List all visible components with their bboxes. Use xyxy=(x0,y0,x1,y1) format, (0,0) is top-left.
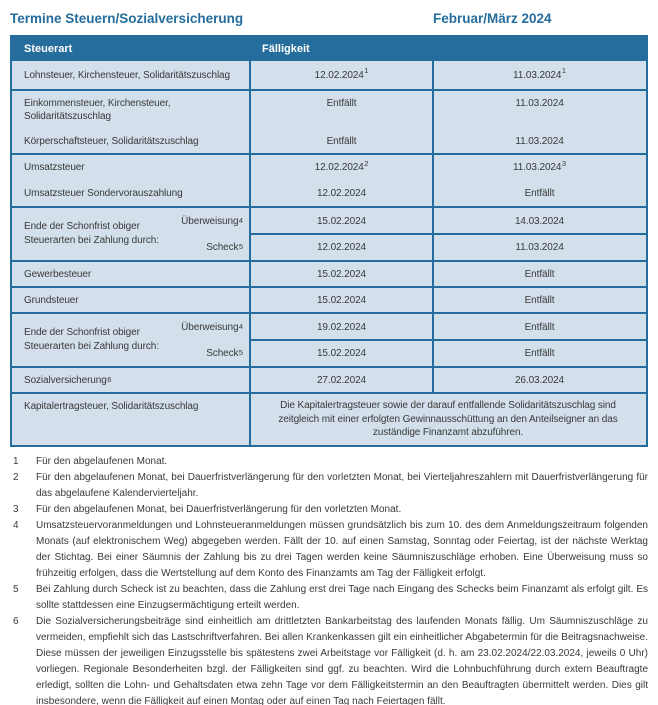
steuerart-label: Einkommensteuer, Kirchensteuer, Solidaritätszuschlag xyxy=(24,98,171,122)
column-divider xyxy=(432,155,434,206)
due-date-february: 15.02.2024 xyxy=(316,347,367,359)
column-divider xyxy=(432,288,434,312)
due-date-march: 11.03.2024$^3$ xyxy=(513,158,566,173)
due-date-march: 11.03.2024 xyxy=(515,241,564,253)
column-header-steuerart: Steuerart xyxy=(24,43,73,55)
footnote-number: 5 xyxy=(13,583,19,595)
column-header-faelligkeit: Fälligkeit xyxy=(262,43,310,55)
due-date-march: Entfällt xyxy=(524,268,555,280)
column-divider xyxy=(249,61,251,89)
due-date-february: 12.02.2024$^1$ xyxy=(314,66,369,81)
payment-method-scheck: Scheck 5 xyxy=(206,347,243,359)
payment-method-scheck: Scheck 5 xyxy=(206,241,243,253)
footnote-text: Die Sozialversicherungsbeiträge sind einheitlich am drittletzten Bankarbeitstag des laufenden Monats fällig. Um Säumniszuschläge zu vermeiden, empfiehlt sich das Lastschriftverfahren. Bei allen Krankenkassen gilt ein einheitlicher Abgabetermin für die Beitragsnachweise. Diese müssen der jeweiligen Einzugsstelle bis spätestens zwei Arbeitstage vor Fälligkeit (d. h. am 23.02.2024/22.03.2024, jeweils 0 Uhr) vorliegen. Regionale Besonderheiten bzgl. der Fälligkeiten sind ggf. zu beachten. Wird die Lohnbuchführung durch extern Beauftragte erledigt, sollten die Lohn- und Gehaltsdaten etwa zehn Tage vor dem Fälligkeitstermin an den Beauftragten übermittelt werden. Dies gilt insbesondere, wenn die Fälligkeit auf einen Montag oder auf einen Tag nach Feiertagen fällt. xyxy=(36,615,648,705)
column-divider xyxy=(249,91,251,153)
due-date-march: 26.03.2024 xyxy=(514,374,565,386)
footnote-text: Bei Zahlung durch Scheck ist zu beachten, dass die Zahlung erst drei Tage nach Eingang des Schecks beim Finanzamt als erfolgt gilt. Es sollte stattdessen eine Einzugsermächtigung erteilt werden. xyxy=(36,583,648,611)
due-date-march: 11.03.2024 xyxy=(515,135,564,147)
table-row-umsatzsteuer xyxy=(12,153,646,206)
steuerart-label: Grundsteuer xyxy=(24,294,79,306)
table-row-lohnsteuer xyxy=(12,61,646,89)
table-row-schonfrist-2 xyxy=(12,312,646,366)
table-row-schonfrist-1 xyxy=(12,206,646,260)
kapitalertragsteuer-note: Die Kapitalertragsteuer sowie der darauf entfallende Solidaritätszuschlag sind zeitgleich mit einer erfolgten Gewinnausschüttung an den Anteilseigner an das zuständige Finanzamt abzuführen. xyxy=(278,400,618,438)
due-date-february: Entfällt xyxy=(326,135,357,147)
steuerart-label: Kapitalertragsteuer, Solidaritätszuschlag xyxy=(24,401,199,412)
table-header-row xyxy=(12,37,646,61)
footnote-number: 2 xyxy=(13,471,19,483)
steuerart-label: Ende der Schonfrist obiger Steuerarten bei Zahlung durch: Überweisung 4 Scheck 5 xyxy=(12,314,250,366)
column-divider xyxy=(249,155,251,206)
due-date-february: 12.02.2024 xyxy=(316,241,367,253)
steuerart-label: Ende der Schonfrist obiger Steuerarten bei Zahlung durch: Überweisung 4 Scheck 5 xyxy=(12,208,250,260)
footnote-number: 1 xyxy=(13,455,19,467)
due-date-february: 15.02.2024 xyxy=(316,215,367,227)
tax-deadline-table xyxy=(10,35,648,447)
payment-method-ueberweisung: Überweisung 4 xyxy=(181,321,243,333)
footnote-6 xyxy=(10,614,648,705)
footnote-ref: 2 xyxy=(364,158,369,168)
steuerart-label: Lohnsteuer, Kirchensteuer, Solidaritätszuschlag xyxy=(24,69,230,81)
footnote-4 xyxy=(10,518,648,582)
footnote-text: Für den abgelaufenen Monat. xyxy=(36,455,168,467)
due-date-march: Entfällt xyxy=(524,321,555,333)
column-divider xyxy=(432,91,434,153)
footnote-number: 6 xyxy=(13,615,19,627)
period-label: Februar/März 2024 xyxy=(433,11,552,26)
table-row-sozialversicherung xyxy=(12,366,646,392)
table-row-kapitalertragsteuer xyxy=(12,392,646,445)
column-divider xyxy=(249,262,251,286)
due-date-march: Entfällt xyxy=(524,187,555,199)
due-date-march: 11.03.2024 xyxy=(515,98,564,109)
footnotes-section xyxy=(10,454,648,705)
footnote-text: Umsatzsteuervoranmeldungen und Lohnsteueranmeldungen müssen grundsätzlich bis zum 10. des dem Anmeldungszeitraum folgenden Monats (auf elektronischem Weg) abgegeben werden. Fällt der 10. auf einen Samstag, Sonntag oder Feiertag, ist der nächste Werktag der Stichtag. Bei einer Säumnis der Zahlung bis zu drei Tagen werden keine Säumniszuschläge erhoben. Eine Überweisung muss so frühzeitig erfolgen, dass die Wertstellung auf dem Konto des Finanzamts am Tag der Fälligkeit erfolgt. xyxy=(36,519,648,579)
footnote-1 xyxy=(10,454,648,470)
due-date-february: 15.02.2024 xyxy=(316,294,367,306)
footnote-ref: 3 xyxy=(561,158,566,168)
due-date-march: Entfällt xyxy=(524,294,555,306)
column-divider xyxy=(432,262,434,286)
due-date-march: 11.03.2024$^1$ xyxy=(513,66,566,81)
column-divider xyxy=(249,394,251,445)
due-date-march: 14.03.2024 xyxy=(514,215,565,227)
table-row-grundsteuer xyxy=(12,286,646,312)
steuerart-label: Sozialversicherung 6 xyxy=(24,374,112,386)
subrow-divider xyxy=(249,233,646,235)
column-divider xyxy=(249,288,251,312)
footnote-2 xyxy=(10,470,648,502)
footnote-text: Für den abgelaufenen Monat, bei Dauerfristverlängerung für den vorletzten Monat, bei Vierteljahreszahlern mit Dauerfristverlängerung für das abgelaufene Kalendervierteljahr. xyxy=(36,471,648,499)
payment-methods xyxy=(160,314,250,366)
table-row-gewerbesteuer xyxy=(12,260,646,286)
payment-methods xyxy=(160,208,250,260)
footnote-3 xyxy=(10,502,648,518)
footnote-ref: 1 xyxy=(364,66,369,76)
due-date-february: 19.02.2024 xyxy=(316,321,367,333)
titlebar xyxy=(10,11,648,26)
column-divider xyxy=(432,61,434,89)
due-date-february: 12.02.2024 xyxy=(316,187,367,199)
due-date-march: Entfällt xyxy=(524,347,555,359)
page-title: Termine Steuern/Sozialversicherung xyxy=(10,11,244,26)
footnote-ref: 1 xyxy=(561,66,566,76)
due-date-february: Entfällt xyxy=(326,98,357,109)
steuerart-label: Gewerbesteuer xyxy=(24,268,92,280)
steuerart-label: Körperschaftsteuer, Solidaritätszuschlag xyxy=(24,135,199,147)
due-date-february: 15.02.2024 xyxy=(316,268,367,280)
footnote-number: 4 xyxy=(13,519,19,531)
footnote-5 xyxy=(10,582,648,614)
table-row-einkommensteuer-koerperschaftsteuer xyxy=(12,89,646,153)
footnote-text: Für den abgelaufenen Monat, bei Dauerfristverlängerung für den vorletzten Monat. xyxy=(36,503,402,515)
due-date-february: 27.02.2024 xyxy=(316,374,367,386)
subrow-divider xyxy=(249,339,646,341)
payment-method-ueberweisung: Überweisung 4 xyxy=(181,215,243,227)
steuerart-label: Umsatzsteuer Sondervorauszahlung xyxy=(24,187,183,199)
column-divider xyxy=(249,368,251,392)
footnote-number: 3 xyxy=(13,503,19,515)
steuerart-label: Umsatzsteuer xyxy=(24,162,85,173)
due-date-february: 12.02.2024$^2$ xyxy=(314,158,369,173)
column-divider xyxy=(432,368,434,392)
